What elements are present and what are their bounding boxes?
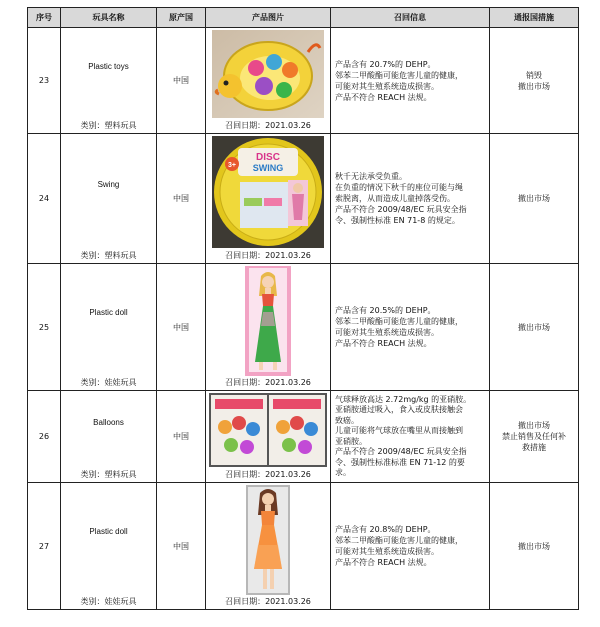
row-index: 27	[28, 483, 61, 610]
recall-info: 产品含有 20.7%的 DEHP。 邻苯二甲酸酯可能危害儿童的健康， 可能对其生殖系统造成损害。 产品不符合 REACH 法规。	[331, 28, 490, 134]
origin-country: 中国	[157, 134, 206, 264]
toy-name: Plastic doll	[89, 308, 128, 317]
recall-date: 召回日期：2021.03.26	[225, 597, 311, 606]
recall-date: 召回日期：2021.03.26	[225, 251, 311, 260]
toy-category: 类别：塑料玩具	[80, 470, 137, 479]
product-image-cell	[206, 483, 331, 610]
recall-info: 气球释放高达 2.72mg/kg 的亚硝胺。 亚硝胺通过吸入，食入或皮肤接触会 致癌。 儿童可能将气球放在嘴里从而接触到 亚硝胺。 产品不符合 2009/48/EC 玩具安全指 令、强制性标准标准 EN 71-12 的要 求。	[331, 391, 490, 483]
recall-date: 召回日期：2021.03.26	[225, 121, 311, 130]
recall-date: 召回日期：2021.03.26	[225, 470, 311, 479]
header-row	[28, 8, 579, 28]
plastic-doll-photo	[245, 266, 291, 376]
measures: 撤出市场	[490, 483, 579, 610]
origin-country: 中国	[157, 391, 206, 483]
recall-info: 秋千无法承受负重。 在负重的情况下秋千的座位可能与绳 索脱离，从而造成儿童掉落受伤。 产品不符合 2009/48/EC 玩具安全指 令、强制性标准 EN 71-8 的规定。	[331, 134, 490, 264]
table-row	[28, 264, 579, 391]
toy-name: Swing	[97, 179, 120, 189]
plastic-toys-photo	[212, 30, 324, 118]
plastic-doll-photo	[246, 485, 290, 595]
toy-name: Balloons	[93, 417, 124, 427]
row-index: 24	[28, 134, 61, 264]
svg-text:SWING: SWING	[252, 163, 284, 173]
toy-name-cell	[61, 134, 157, 264]
origin-country: 中国	[157, 483, 206, 610]
recall-info: 产品含有 20.5%的 DEHP。 邻苯二甲酸酯可能危害儿童的健康， 可能对其生殖系统造成损害。 产品不符合 REACH 法规。	[331, 264, 490, 391]
header-recall-info: 召回信息	[331, 8, 490, 28]
product-image-cell	[206, 28, 331, 134]
table-row	[28, 134, 579, 264]
toy-name-cell	[61, 483, 157, 610]
age-badge: 3+	[228, 162, 236, 169]
toy-name: Plastic toys	[88, 61, 129, 71]
table-row	[28, 483, 579, 610]
recall-date: 召回日期：2021.03.26	[225, 378, 311, 387]
table-row	[28, 28, 579, 134]
header-measures: 通报国措施	[490, 8, 579, 28]
origin-country: 中国	[157, 28, 206, 134]
toy-category: 类别：娃娃玩具	[80, 597, 137, 606]
origin-country: 中国	[157, 264, 206, 391]
toy-name: Plastic doll	[89, 527, 128, 536]
header-index: 序号	[28, 8, 61, 28]
toy-name-cell	[61, 264, 157, 391]
recall-info: 产品含有 20.8%的 DEHP。 邻苯二甲酸酯可能危害儿童的健康， 可能对其生殖系统造成损害。 产品不符合 REACH 法规。	[331, 483, 490, 610]
toy-category: 类别：塑料玩具	[80, 251, 137, 260]
swing-photo	[212, 136, 324, 248]
row-index: 25	[28, 264, 61, 391]
measures: 撤出市场 禁止销售及任何补 救措施	[490, 391, 579, 483]
measures: 撤出市场	[490, 134, 579, 264]
product-image-cell	[206, 134, 331, 264]
product-image-cell	[206, 391, 331, 483]
toy-name-cell	[61, 391, 157, 483]
measures: 销毁 撤出市场	[490, 28, 579, 134]
product-image-cell	[206, 264, 331, 391]
toy-name-cell	[61, 28, 157, 134]
toy-category: 类别：娃娃玩具	[80, 378, 137, 387]
header-toy-name: 玩具名称	[61, 8, 157, 28]
measures: 撤出市场	[490, 264, 579, 391]
table-row	[28, 391, 579, 483]
header-image: 产品图片	[206, 8, 331, 28]
header-origin: 原产国	[157, 8, 206, 28]
row-index: 26	[28, 391, 61, 483]
toy-category: 类别：塑料玩具	[80, 121, 137, 130]
package-brand-text: DISC	[256, 152, 280, 163]
balloons-photo	[209, 393, 327, 467]
row-index: 23	[28, 28, 61, 134]
recall-table	[27, 7, 579, 610]
